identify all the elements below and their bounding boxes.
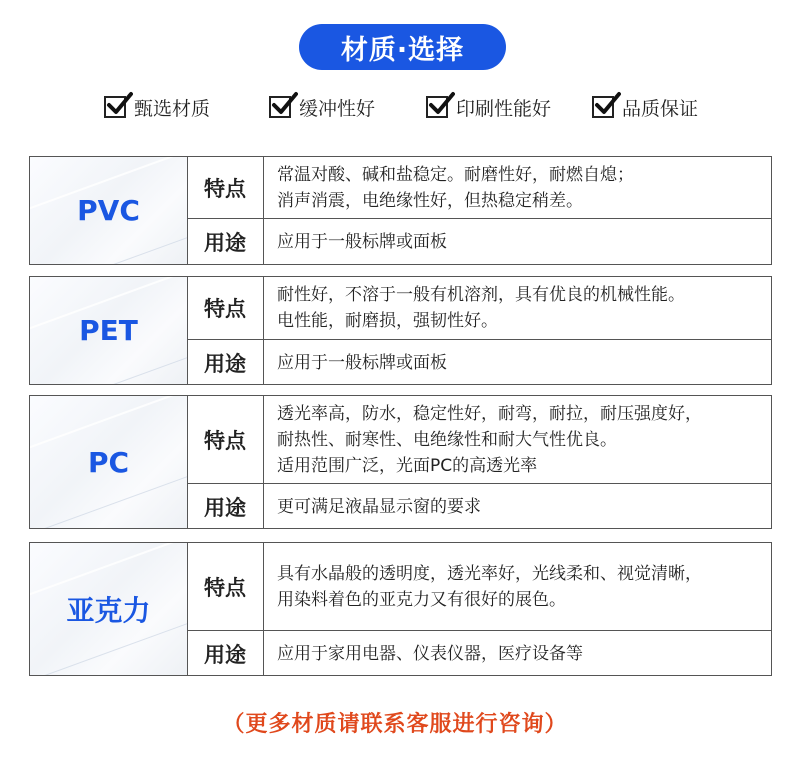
checkmark-icon	[592, 96, 614, 118]
features-text: 具有水晶般的透明度，透光率好，光线柔和、视觉清晰， 用染料着色的亚克力又有很好的展色。	[277, 563, 702, 610]
material-card-pc	[29, 395, 772, 529]
page-title: 材质·选择	[299, 24, 506, 70]
feature-item	[592, 92, 698, 122]
material-name: PC	[87, 445, 130, 479]
usage-row	[187, 483, 771, 529]
usage-label: 用途	[187, 219, 264, 265]
feature-label: 印刷性能好	[456, 97, 552, 120]
feature-label: 缓冲性好	[299, 97, 376, 120]
features-label: 特点	[187, 543, 264, 630]
material-card-pet	[29, 276, 772, 385]
usage-label: 用途	[187, 484, 264, 529]
usage-label: 用途	[187, 340, 264, 385]
feature-item	[104, 92, 210, 122]
feature-item	[426, 92, 551, 122]
features-text: 耐性好，不溶于一般有机溶剂，具有优良的机械性能。 电性能，耐磨损，强韧性好。	[277, 285, 685, 331]
usage-text: 应用于家用电器、仪表仪器，医疗设备等	[277, 643, 583, 664]
checkmark-icon	[426, 96, 448, 118]
features-label: 特点	[187, 157, 264, 218]
material-swatch	[30, 396, 188, 528]
contact-note: （更多材质请联系客服进行咨询）	[222, 712, 568, 737]
material-swatch	[30, 543, 188, 675]
feature-item	[269, 92, 375, 122]
features-label: 特点	[187, 277, 264, 339]
usage-label: 用途	[187, 631, 264, 676]
usage-row	[187, 630, 771, 676]
material-card-pvc	[29, 156, 772, 265]
material-swatch	[30, 277, 188, 384]
usage-row	[187, 339, 771, 385]
usage-row	[187, 218, 771, 265]
feature-label: 甄选材质	[134, 97, 211, 120]
material-name: PET	[79, 314, 138, 347]
features-row	[187, 543, 771, 630]
features-row	[187, 277, 771, 339]
usage-text: 更可满足液晶显示窗的要求	[277, 496, 481, 517]
material-card-acrylic	[29, 542, 772, 676]
features-row	[187, 396, 771, 483]
features-label: 特点	[187, 396, 264, 483]
checkmark-icon	[104, 96, 126, 118]
features-row	[187, 157, 771, 218]
material-swatch	[30, 157, 188, 264]
feature-label: 品质保证	[622, 97, 699, 120]
usage-text: 应用于一般标牌或面板	[277, 232, 447, 252]
features-text: 透光率高，防水，稳定性好，耐弯，耐拉，耐压强度好， 耐热性、耐寒性、电绝缘性和耐大气性优良。 适用范围广泛，光面PC的高透光率	[277, 403, 702, 476]
feature-list	[104, 92, 724, 122]
material-name: 亚克力	[66, 594, 151, 627]
checkmark-icon	[269, 96, 291, 118]
usage-text: 应用于一般标牌或面板	[277, 352, 447, 373]
material-name: PVC	[77, 194, 140, 227]
features-text: 常温对酸、碱和盐稳定。耐磨性好，耐燃自熄； 消声消震，电绝缘性好，但热稳定稍差。	[277, 164, 634, 211]
